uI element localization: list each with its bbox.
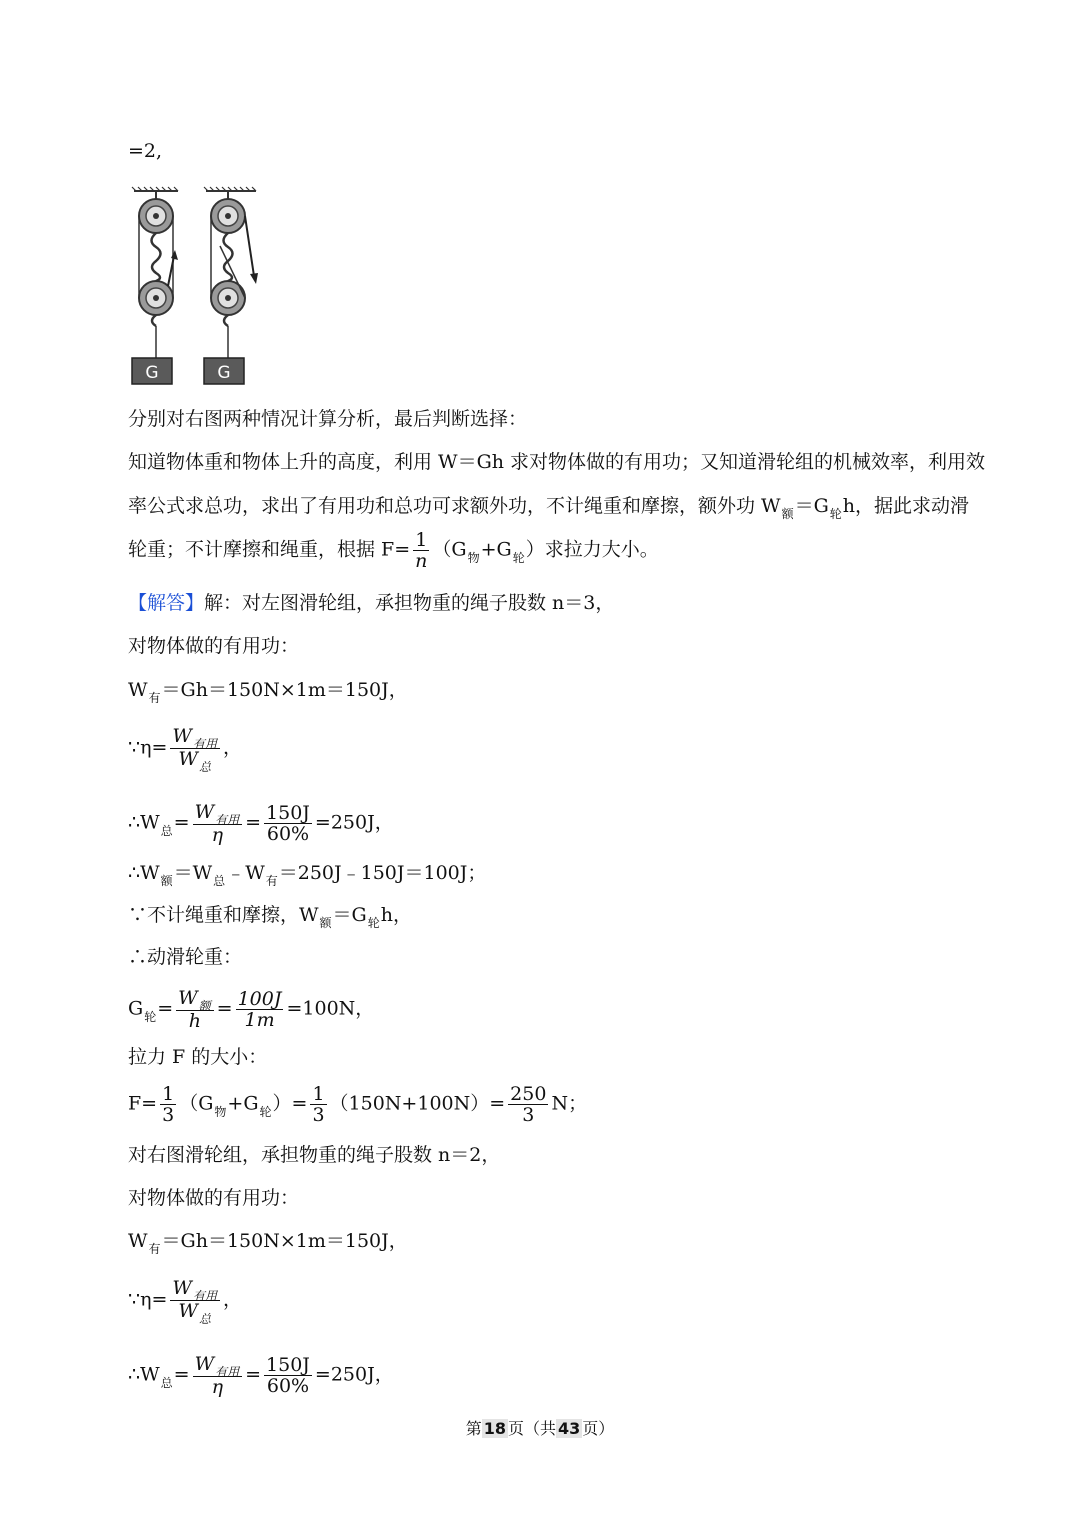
analysis-line: 分别对右图两种情况计算分析，最后判断选择：: [128, 408, 528, 430]
answer-line: ∵η= $\frac{W_{有用}}{W_总}$ ，: [128, 1277, 242, 1326]
text-line: =2,: [128, 140, 163, 162]
left-pulley-system: [132, 187, 178, 384]
answer-line: 对物体做的有用功：: [128, 635, 300, 657]
total-page-number: 43: [558, 1419, 581, 1438]
page-footer: 第 18 页（共 43 页）: [465, 1419, 615, 1438]
weight-label-right: G: [217, 363, 231, 383]
pulley-figure: [128, 186, 268, 386]
answer-line: $\therefore W_总=$ $\frac{W_{有用}}{\eta}$ = $\frac{150J}{60\%}$ =250J，: [128, 801, 394, 846]
answer-line: ∴动滑轮重：: [128, 946, 243, 968]
answer-tag: 【解答】: [128, 592, 205, 614]
answer-line: F= $\frac{1}{3}$ $(G_物+G_轮)=$ $\frac{1}{3}$ （150N+100N）= $\frac{250}{3}$ N；: [128, 1083, 588, 1126]
answer-line: ∵η= $\frac{W_{有用}}{W_总}$ ，: [128, 725, 242, 774]
answer-line: 【解答】解：对左图滑轮组，承担物重的绳子股数 n＝3，: [128, 592, 615, 614]
analysis-line: 率公式求总功，求出了有用功和总功可求额外功，不计绳重和摩擦，额外功 $W_额=G_轮h$，据此求动滑: [128, 495, 970, 521]
answer-line: $W_有=Gh=150N\times 1m=150J$，: [128, 1230, 408, 1256]
answer-line: 对右图滑轮组，承担物重的绳子股数 n＝2，: [128, 1144, 501, 1166]
answer-line: $\therefore W_额=W_总﹣W_有=250J﹣150J=100J$；: [128, 862, 487, 888]
analysis-line: 知道物体重和物体上升的高度，利用 W＝Gh 求对物体做的有用功；又知道滑轮组的机械效率，利用效: [128, 451, 986, 473]
answer-line: ∵不计绳重和摩擦，$W_额=G_轮h$，: [128, 904, 412, 930]
answer-line: $G_轮=$ $\frac{W_额}{h}$ = $\frac{100J}{1m}$ =100N，: [128, 987, 375, 1032]
answer-line: $W_有=Gh=150N\times 1m=150J$，: [128, 679, 408, 705]
answer-line: 拉力 F 的大小：: [128, 1046, 268, 1068]
answer-line: 对物体做的有用功：: [128, 1187, 300, 1209]
answer-line: $\therefore W_总=$ $\frac{W_{有用}}{\eta}$ = $\frac{150J}{60\%}$ =250J，: [128, 1353, 394, 1398]
weight-label-left: G: [145, 363, 159, 383]
right-pulley-system: [204, 187, 258, 384]
current-page-number: 18: [483, 1419, 506, 1438]
analysis-line: 轮重；不计摩擦和绳重，根据 F= $\frac{1}{n}$ $(G_物+G_轮)$求拉力大小。: [128, 529, 659, 572]
